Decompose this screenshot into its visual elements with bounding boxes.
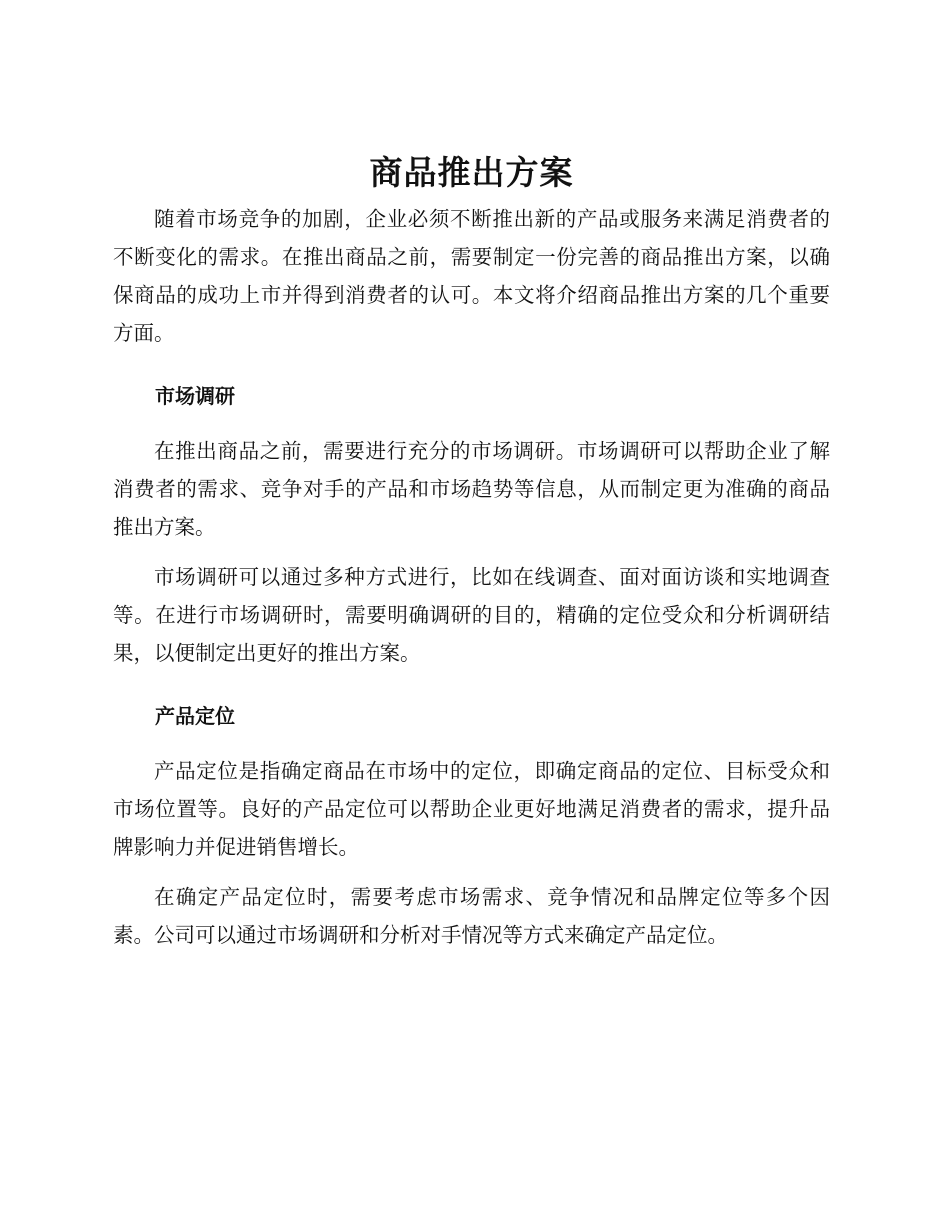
body-paragraph: 产品定位是指确定商品在市场中的定位，即确定商品的定位、目标受众和市场位置等。良好的产品定位可以帮助企业更好地满足消费者的需求，提升品牌影响力并促进销售增长。 — [113, 759, 830, 859]
section-heading: 市场调研 — [155, 384, 235, 408]
document-title: 商品推出方案 — [369, 153, 574, 192]
body-paragraph: 在确定产品定位时，需要考虑市场需求、竞争情况和品牌定位等多个因素。公司可以通过市场调研和分析对手情况等方式来确定产品定位。 — [113, 885, 830, 947]
body-paragraph: 市场调研可以通过多种方式进行，比如在线调查、面对面访谈和实地调查等。在进行市场调研时，需要明确调研的目的，精确的定位受众和分析调研结果，以便制定出更好的推出方案。 — [113, 565, 830, 665]
section-heading: 产品定位 — [155, 704, 235, 728]
section-market-research — [113, 382, 830, 672]
section-product-positioning — [113, 702, 830, 954]
body-paragraph: 在推出商品之前，需要进行充分的市场调研。市场调研可以帮助企业了解消费者的需求、竞争对手的产品和市场趋势等信息，从而制定更为准确的商品推出方案。 — [113, 439, 830, 539]
intro-paragraph: 随着市场竞争的加剧，企业必须不断推出新的产品或服务来满足消费者的不断变化的需求。在推出商品之前，需要制定一份完善的商品推出方案，以确保商品的成功上市并得到消费者的认可。本文将介绍商品推出方案的几个重要方面。 — [113, 207, 830, 345]
